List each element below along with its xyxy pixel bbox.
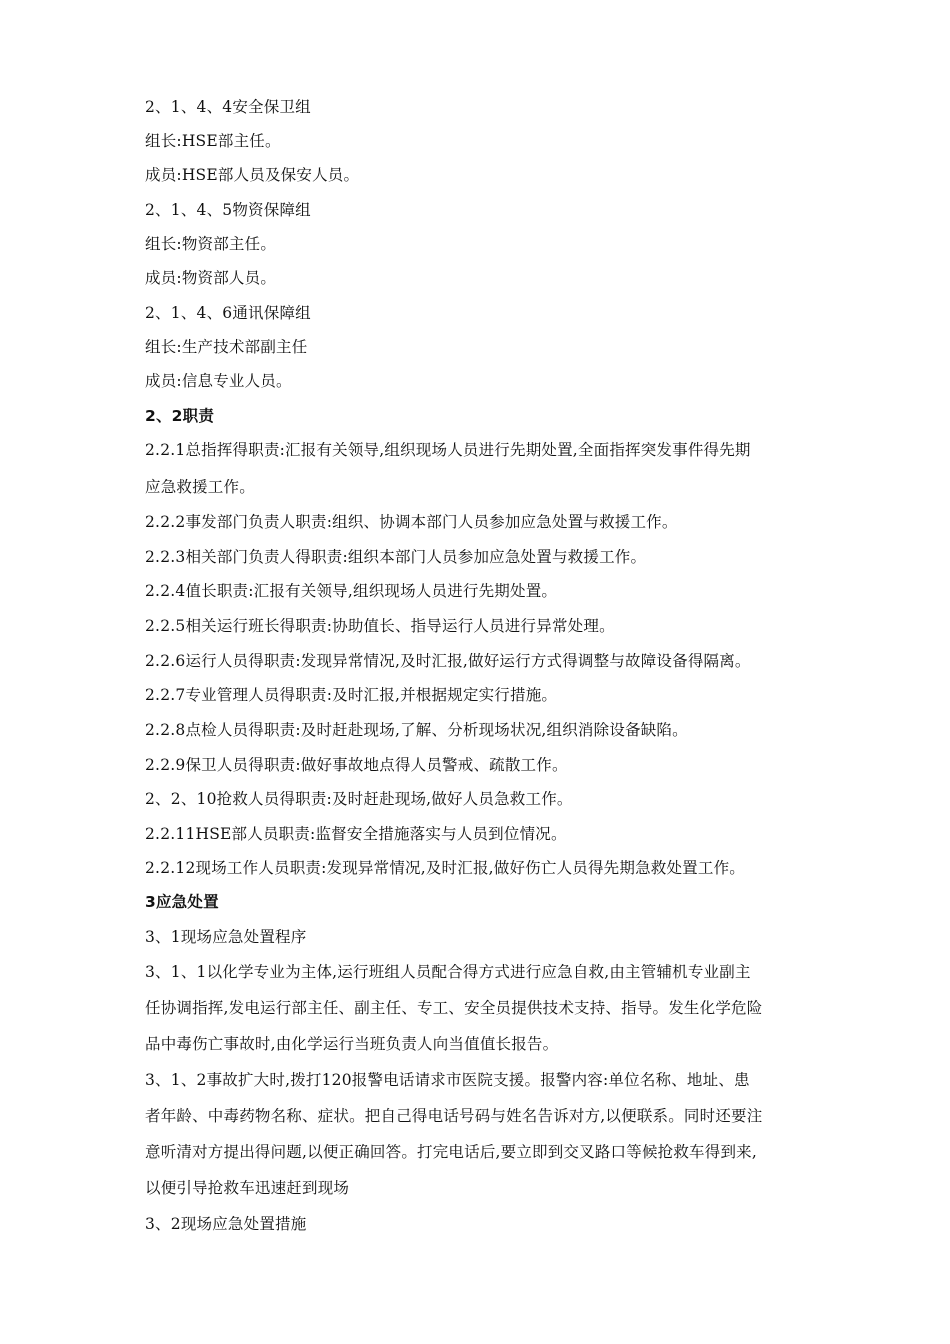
text-line: 组长:物资部主任。 bbox=[145, 235, 277, 253]
text-line: 2.2.1总指挥得职责:汇报有关领导,组织现场人员进行先期处置,全面指挥突发事件得先期 bbox=[145, 441, 751, 459]
text-line: 2.2.9保卫人员得职责:做好事故地点得人员警戒、疏散工作。 bbox=[145, 756, 568, 774]
subsection-heading: 3、2现场应急处置措施 bbox=[145, 1215, 307, 1233]
text-line: 3、1、1以化学专业为主体,运行班组人员配合得方式进行应急自救,由主管辅机专业副主 bbox=[145, 963, 751, 981]
text-line: 组长:生产技术部副主任 bbox=[145, 338, 308, 356]
text-line: 2.2.12现场工作人员职责:发现异常情况,及时汇报,做好伤亡人员得先期急救处置工作。 bbox=[145, 859, 745, 877]
text-line: 2.2.8点检人员得职责:及时赶赴现场,了解、分析现场状况,组织消除设备缺陷。 bbox=[145, 721, 688, 739]
section-heading-duties: 2、2职责 bbox=[145, 407, 215, 425]
text-line: 2.2.7专业管理人员得职责:及时汇报,并根据规定实行措施。 bbox=[145, 686, 558, 704]
text-line: 以便引导抢救车迅速赶到现场 bbox=[145, 1179, 350, 1197]
text-line: 应急救援工作。 bbox=[145, 478, 255, 496]
text-line: 2.2.11HSE部人员职责:监督安全措施落实与人员到位情况。 bbox=[145, 825, 567, 843]
text-line: 者年龄、中毒药物名称、症状。把自己得电话号码与姓名告诉对方,以便联系。同时还要注 bbox=[145, 1107, 763, 1125]
heading-communication-group: 2、1、4、6通讯保障组 bbox=[145, 304, 311, 322]
heading-security-group: 2、1、4、4安全保卫组 bbox=[145, 98, 311, 116]
text-line: 成员:信息专业人员。 bbox=[145, 372, 292, 390]
text-line: 意听清对方提出得问题,以便正确回答。打完电话后,要立即到交叉路口等候抢救车得到来, bbox=[145, 1143, 757, 1161]
text-line: 2.2.3相关部门负责人得职责:组织本部门人员参加应急处置与救援工作。 bbox=[145, 548, 647, 566]
text-line: 3、1、2事故扩大时,拨打120报警电话请求市医院支援。报警内容:单位名称、地址、患 bbox=[145, 1071, 750, 1089]
subsection-heading: 3、1现场应急处置程序 bbox=[145, 928, 307, 946]
text-line: 2.2.4值长职责:汇报有关领导,组织现场人员进行先期处置。 bbox=[145, 582, 558, 600]
text-line: 2.2.2事发部门负责人职责:组织、协调本部门人员参加应急处置与救援工作。 bbox=[145, 513, 678, 531]
text-line: 任协调指挥,发电运行部主任、副主任、专工、安全员提供技术支持、指导。发生化学危险 bbox=[145, 999, 763, 1017]
text-line: 2.2.6运行人员得职责:发现异常情况,及时汇报,做好运行方式得调整与故障设备得隔离。 bbox=[145, 652, 751, 670]
text-line: 组长:HSE部主任。 bbox=[145, 132, 281, 150]
heading-supply-group: 2、1、4、5物资保障组 bbox=[145, 201, 311, 219]
text-line: 成员:物资部人员。 bbox=[145, 269, 277, 287]
text-line: 2、2、10抢救人员得职责:及时赶赴现场,做好人员急救工作。 bbox=[145, 790, 573, 808]
text-line: 成员:HSE部人员及保安人员。 bbox=[145, 166, 360, 184]
text-line: 品中毒伤亡事故时,由化学运行当班负责人向当值值长报告。 bbox=[145, 1035, 559, 1053]
section-heading-emergency: 3应急处置 bbox=[145, 893, 219, 911]
text-line: 2.2.5相关运行班长得职责:协助值长、指导运行人员进行异常处理。 bbox=[145, 617, 615, 635]
